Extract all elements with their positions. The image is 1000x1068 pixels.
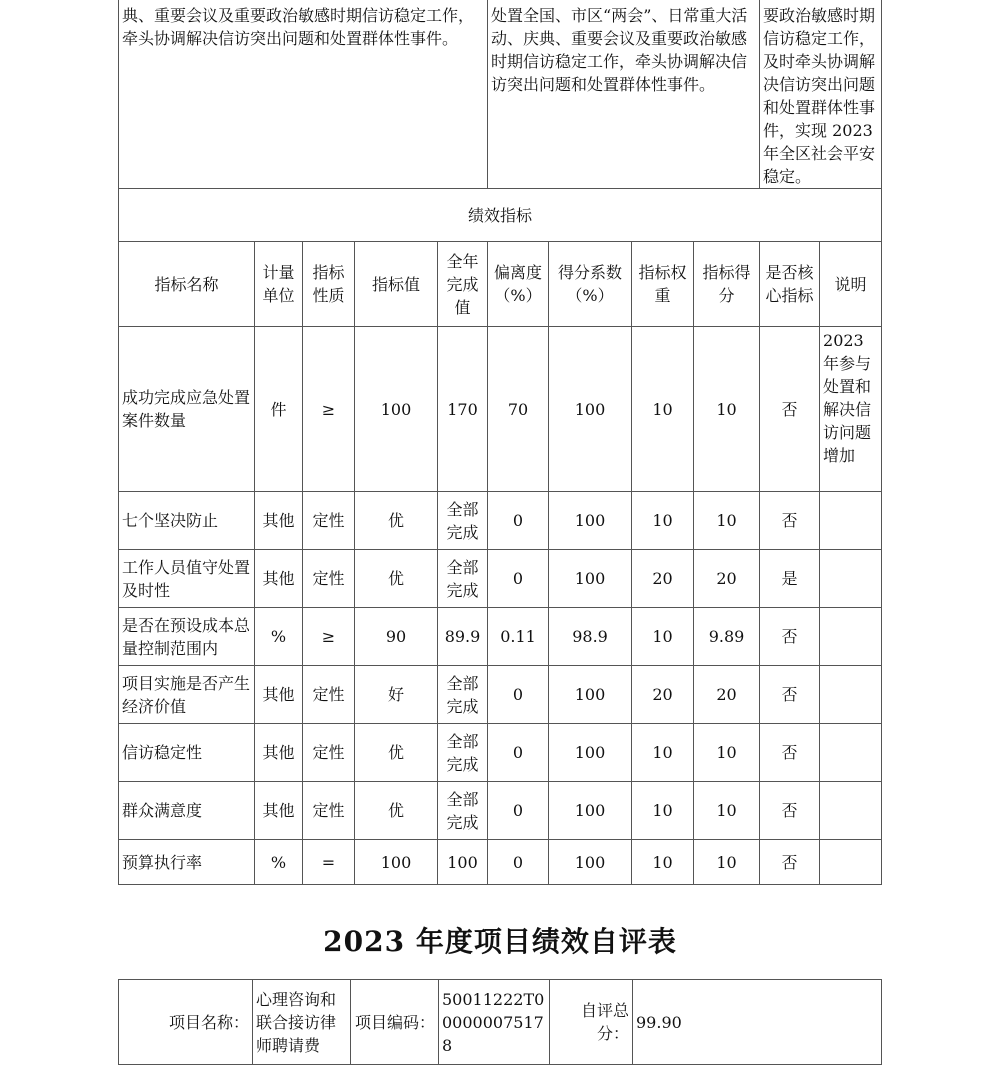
deviation-cell: 0 [488, 492, 549, 550]
unit-cell: 件 [255, 327, 303, 492]
actual-cell: 全部完成 [438, 550, 488, 608]
nature-cell: 定性 [303, 666, 355, 724]
table-row [119, 608, 882, 666]
nature-cell: 定性 [303, 492, 355, 550]
score-cell: 10 [694, 327, 760, 492]
note-cell [820, 608, 882, 666]
project-info-table [118, 979, 882, 1065]
score-cell: 10 [694, 782, 760, 840]
score-cell: 20 [694, 666, 760, 724]
header-cell: 指标值 [355, 242, 438, 327]
core-cell: 否 [760, 666, 820, 724]
core-cell: 否 [760, 782, 820, 840]
unit-cell: 其他 [255, 724, 303, 782]
score-cell: 10 [694, 724, 760, 782]
deviation-cell: 0 [488, 666, 549, 724]
target-cell: 100 [355, 327, 438, 492]
indicator-name: 工作人员值守处置及时性 [119, 550, 255, 608]
table-row [119, 327, 882, 492]
unit-cell: 其他 [255, 550, 303, 608]
header-cell: 全年完成值 [438, 242, 488, 327]
score-cell: 10 [694, 492, 760, 550]
project-name-value: 心理咨询和联合接访律师聘请费 [253, 980, 351, 1065]
table-row [119, 782, 882, 840]
objective-col3: 要政治敏感时期信访稳定工作，及时牵头协调解决信访突出问题和处置群体性事件，实现 2023 年全区社会平安稳定。 [760, 0, 882, 189]
coefficient-cell: 100 [549, 327, 632, 492]
weight-cell: 10 [632, 840, 694, 885]
deviation-cell: 0 [488, 550, 549, 608]
header-cell: 说明 [820, 242, 882, 327]
nature-cell: 定性 [303, 550, 355, 608]
score-value: 99.90 [633, 980, 882, 1065]
core-cell: 是 [760, 550, 820, 608]
weight-cell: 10 [632, 608, 694, 666]
nature-cell: ≥ [303, 608, 355, 666]
unit-cell: % [255, 840, 303, 885]
core-cell: 否 [760, 608, 820, 666]
header-cell: 指标得分 [694, 242, 760, 327]
indicator-name: 成功完成应急处置案件数量 [119, 327, 255, 492]
project-code-label: 项目编码： [351, 980, 439, 1065]
coefficient-cell: 100 [549, 550, 632, 608]
header-cell: 得分系数（%） [549, 242, 632, 327]
deviation-cell: 70 [488, 327, 549, 492]
score-cell: 20 [694, 550, 760, 608]
weight-cell: 10 [632, 492, 694, 550]
target-cell: 优 [355, 492, 438, 550]
core-cell: 否 [760, 492, 820, 550]
actual-cell: 全部完成 [438, 724, 488, 782]
core-cell: 否 [760, 724, 820, 782]
coefficient-cell: 100 [549, 666, 632, 724]
weight-cell: 10 [632, 782, 694, 840]
actual-cell: 全部完成 [438, 666, 488, 724]
objective-col1: 典、重要会议及重要政治敏感时期信访稳定工作，牵头协调解决信访突出问题和处置群体性事件。 [119, 0, 488, 189]
document-title: 2023 年度项目绩效自评表 [323, 925, 677, 958]
nature-cell: ≥ [303, 327, 355, 492]
indicator-name: 群众满意度 [119, 782, 255, 840]
performance-table [118, 0, 882, 885]
target-cell: 优 [355, 782, 438, 840]
table-row [119, 840, 882, 885]
note-cell [820, 492, 882, 550]
header-row [119, 242, 882, 327]
header-cell: 偏离度（%） [488, 242, 549, 327]
nature-cell: 定性 [303, 782, 355, 840]
objective-row [119, 0, 882, 189]
nature-cell: = [303, 840, 355, 885]
core-cell: 否 [760, 840, 820, 885]
indicator-name: 是否在预设成本总量控制范围内 [119, 608, 255, 666]
nature-cell: 定性 [303, 724, 355, 782]
objective-col2: 处置全国、市区“两会”、日常重大活动、庆典、重要会议及重要政治敏感时期信访稳定工作，牵头协调解决信访突出问题和处置群体性事件。 [488, 0, 760, 189]
header-cell: 指标权重 [632, 242, 694, 327]
note-cell [820, 782, 882, 840]
table-row [119, 492, 882, 550]
actual-cell: 全部完成 [438, 782, 488, 840]
header-cell: 指标性质 [303, 242, 355, 327]
table-row [119, 724, 882, 782]
perf-title: 绩效指标 [119, 189, 882, 242]
project-info-row [119, 980, 882, 1065]
target-cell: 100 [355, 840, 438, 885]
note-cell [820, 724, 882, 782]
note-cell [820, 666, 882, 724]
actual-cell: 89.9 [438, 608, 488, 666]
indicator-name: 信访稳定性 [119, 724, 255, 782]
header-cell: 计量单位 [255, 242, 303, 327]
project-code-value: 50011222T000000075178 [439, 980, 550, 1065]
unit-cell: 其他 [255, 782, 303, 840]
coefficient-cell: 100 [549, 840, 632, 885]
weight-cell: 10 [632, 724, 694, 782]
perf-title-row [119, 189, 882, 242]
weight-cell: 20 [632, 666, 694, 724]
note-cell [820, 840, 882, 885]
unit-cell: 其他 [255, 666, 303, 724]
indicator-name: 七个坚决防止 [119, 492, 255, 550]
coefficient-cell: 100 [549, 724, 632, 782]
note-cell [820, 550, 882, 608]
deviation-cell: 0 [488, 724, 549, 782]
project-name-label: 项目名称： [119, 980, 253, 1065]
coefficient-cell: 100 [549, 492, 632, 550]
score-label: 自评总分： [550, 980, 633, 1065]
score-cell: 9.89 [694, 608, 760, 666]
note-cell: 2023年参与处置和解决信访问题增加 [820, 327, 882, 492]
target-cell: 优 [355, 550, 438, 608]
deviation-cell: 0 [488, 840, 549, 885]
actual-cell: 170 [438, 327, 488, 492]
coefficient-cell: 98.9 [549, 608, 632, 666]
header-cell: 指标名称 [119, 242, 255, 327]
core-cell: 否 [760, 327, 820, 492]
coefficient-cell: 100 [549, 782, 632, 840]
weight-cell: 20 [632, 550, 694, 608]
weight-cell: 10 [632, 327, 694, 492]
unit-cell: % [255, 608, 303, 666]
target-cell: 优 [355, 724, 438, 782]
target-cell: 90 [355, 608, 438, 666]
actual-cell: 100 [438, 840, 488, 885]
deviation-cell: 0.11 [488, 608, 549, 666]
table-row [119, 550, 882, 608]
score-cell: 10 [694, 840, 760, 885]
indicator-name: 预算执行率 [119, 840, 255, 885]
target-cell: 好 [355, 666, 438, 724]
header-cell: 是否核心指标 [760, 242, 820, 327]
deviation-cell: 0 [488, 782, 549, 840]
table-row [119, 666, 882, 724]
actual-cell: 全部完成 [438, 492, 488, 550]
unit-cell: 其他 [255, 492, 303, 550]
indicator-name: 项目实施是否产生经济价值 [119, 666, 255, 724]
